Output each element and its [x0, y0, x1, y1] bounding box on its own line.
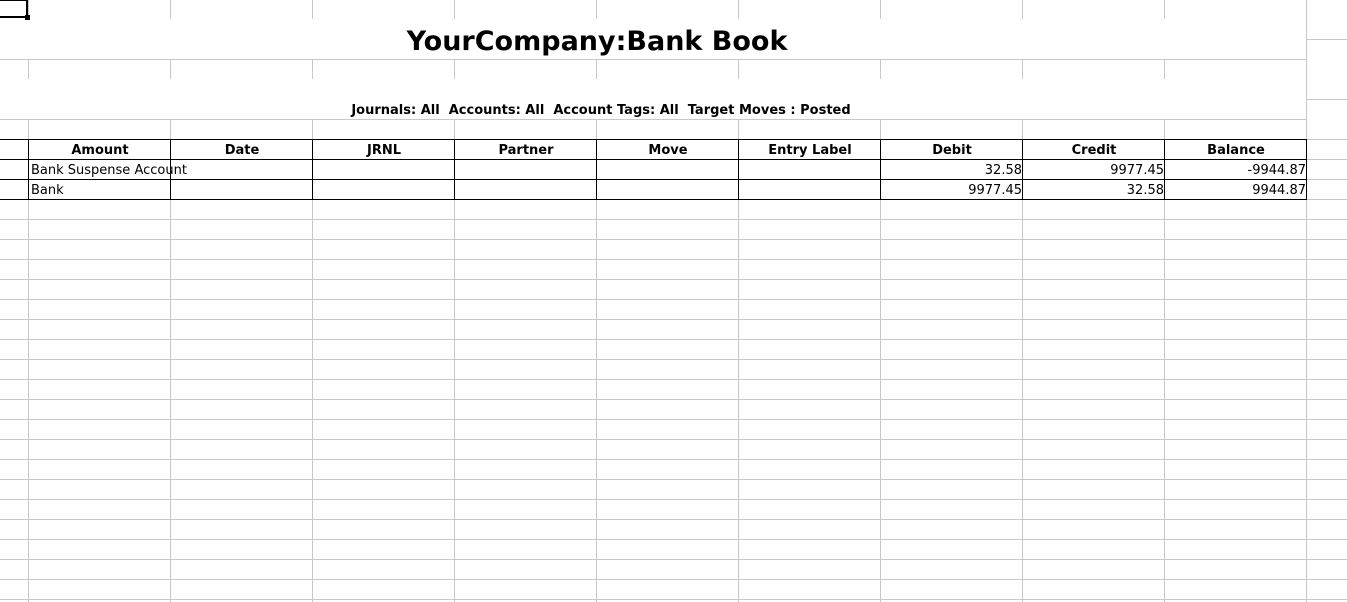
header-date[interactable]: Date — [224, 143, 260, 158]
grid-row-line — [1306, 439, 1347, 440]
grid-row-line — [1306, 559, 1347, 560]
row-debit[interactable]: 32.58 — [984, 163, 1022, 178]
grid-row-line — [0, 299, 1306, 300]
grid-row-line — [0, 59, 1306, 60]
row-account-name[interactable]: Bank — [31, 183, 64, 198]
grid-row-line — [1306, 379, 1347, 380]
grid-row-line — [0, 499, 1306, 500]
grid-row-line — [0, 459, 1306, 460]
row-debit[interactable]: 9977.45 — [968, 183, 1022, 198]
grid-row-line — [0, 239, 1306, 240]
grid-row-line — [0, 579, 1306, 580]
grid-row-line — [1306, 539, 1347, 540]
header-balance[interactable]: Balance — [1207, 143, 1265, 158]
grid-row-line — [0, 599, 1306, 600]
grid-row-line — [0, 319, 1306, 320]
header-move[interactable]: Move — [648, 143, 688, 158]
grid-row-line — [1306, 579, 1347, 580]
grid-row-line — [1306, 239, 1347, 240]
grid-row-line — [0, 379, 1306, 380]
grid-row-line — [1306, 479, 1347, 480]
row-credit[interactable]: 9977.45 — [1110, 163, 1164, 178]
grid-row-line — [0, 479, 1306, 480]
row-balance[interactable]: 9944.87 — [1252, 183, 1306, 198]
report-title: YourCompany:Bank Book — [406, 26, 788, 57]
header-debit[interactable]: Debit — [932, 143, 972, 158]
grid-row-line — [0, 439, 1306, 440]
row-balance[interactable]: -9944.87 — [1247, 163, 1306, 178]
grid-row-line — [1306, 319, 1347, 320]
grid-row-line — [1306, 219, 1347, 220]
grid-row-line — [0, 259, 1306, 260]
row-credit[interactable]: 32.58 — [1126, 183, 1164, 198]
grid-row-line — [1306, 299, 1347, 300]
report-filters: Journals: All Accounts: All Account Tags: All Target Moves : Posted — [351, 103, 851, 118]
grid-column-line — [1306, 0, 1307, 602]
grid-row-line — [0, 219, 1306, 220]
active-cell-cursor[interactable] — [0, 0, 28, 18]
grid-row-line — [1306, 419, 1347, 420]
grid-row-line — [0, 519, 1306, 520]
fill-handle[interactable] — [25, 15, 30, 20]
grid-row-line — [1306, 499, 1347, 500]
header-credit[interactable]: Credit — [1071, 143, 1117, 158]
grid-row-line — [0, 359, 1306, 360]
header-partner[interactable]: Partner — [498, 143, 554, 158]
grid-row-line — [1306, 279, 1347, 280]
header-entry-label[interactable]: Entry Label — [768, 143, 852, 158]
grid-row-line — [0, 399, 1306, 400]
grid-row-line — [1306, 339, 1347, 340]
grid-row-line — [1306, 179, 1347, 180]
header-amount[interactable]: Amount — [71, 143, 129, 158]
row-account-name[interactable]: Bank Suspense Account — [31, 163, 187, 178]
grid-row-line — [0, 419, 1306, 420]
grid-row-line — [0, 279, 1306, 280]
table-border-line — [0, 139, 1307, 140]
header-jrnl[interactable]: JRNL — [366, 143, 401, 158]
grid-row-line — [1306, 159, 1347, 160]
grid-row-line — [0, 559, 1306, 560]
grid-row-line — [1306, 39, 1347, 40]
grid-row-line — [1306, 519, 1347, 520]
grid-row-line — [1306, 399, 1347, 400]
grid-row-line — [1306, 99, 1347, 100]
grid-row-line — [1306, 139, 1347, 140]
grid-row-line — [1306, 599, 1347, 600]
grid-row-line — [1306, 359, 1347, 360]
grid-row-line — [1306, 459, 1347, 460]
grid-row-line — [0, 539, 1306, 540]
grid-row-line — [1306, 259, 1347, 260]
grid-row-line — [1306, 199, 1347, 200]
grid-row-line — [0, 339, 1306, 340]
